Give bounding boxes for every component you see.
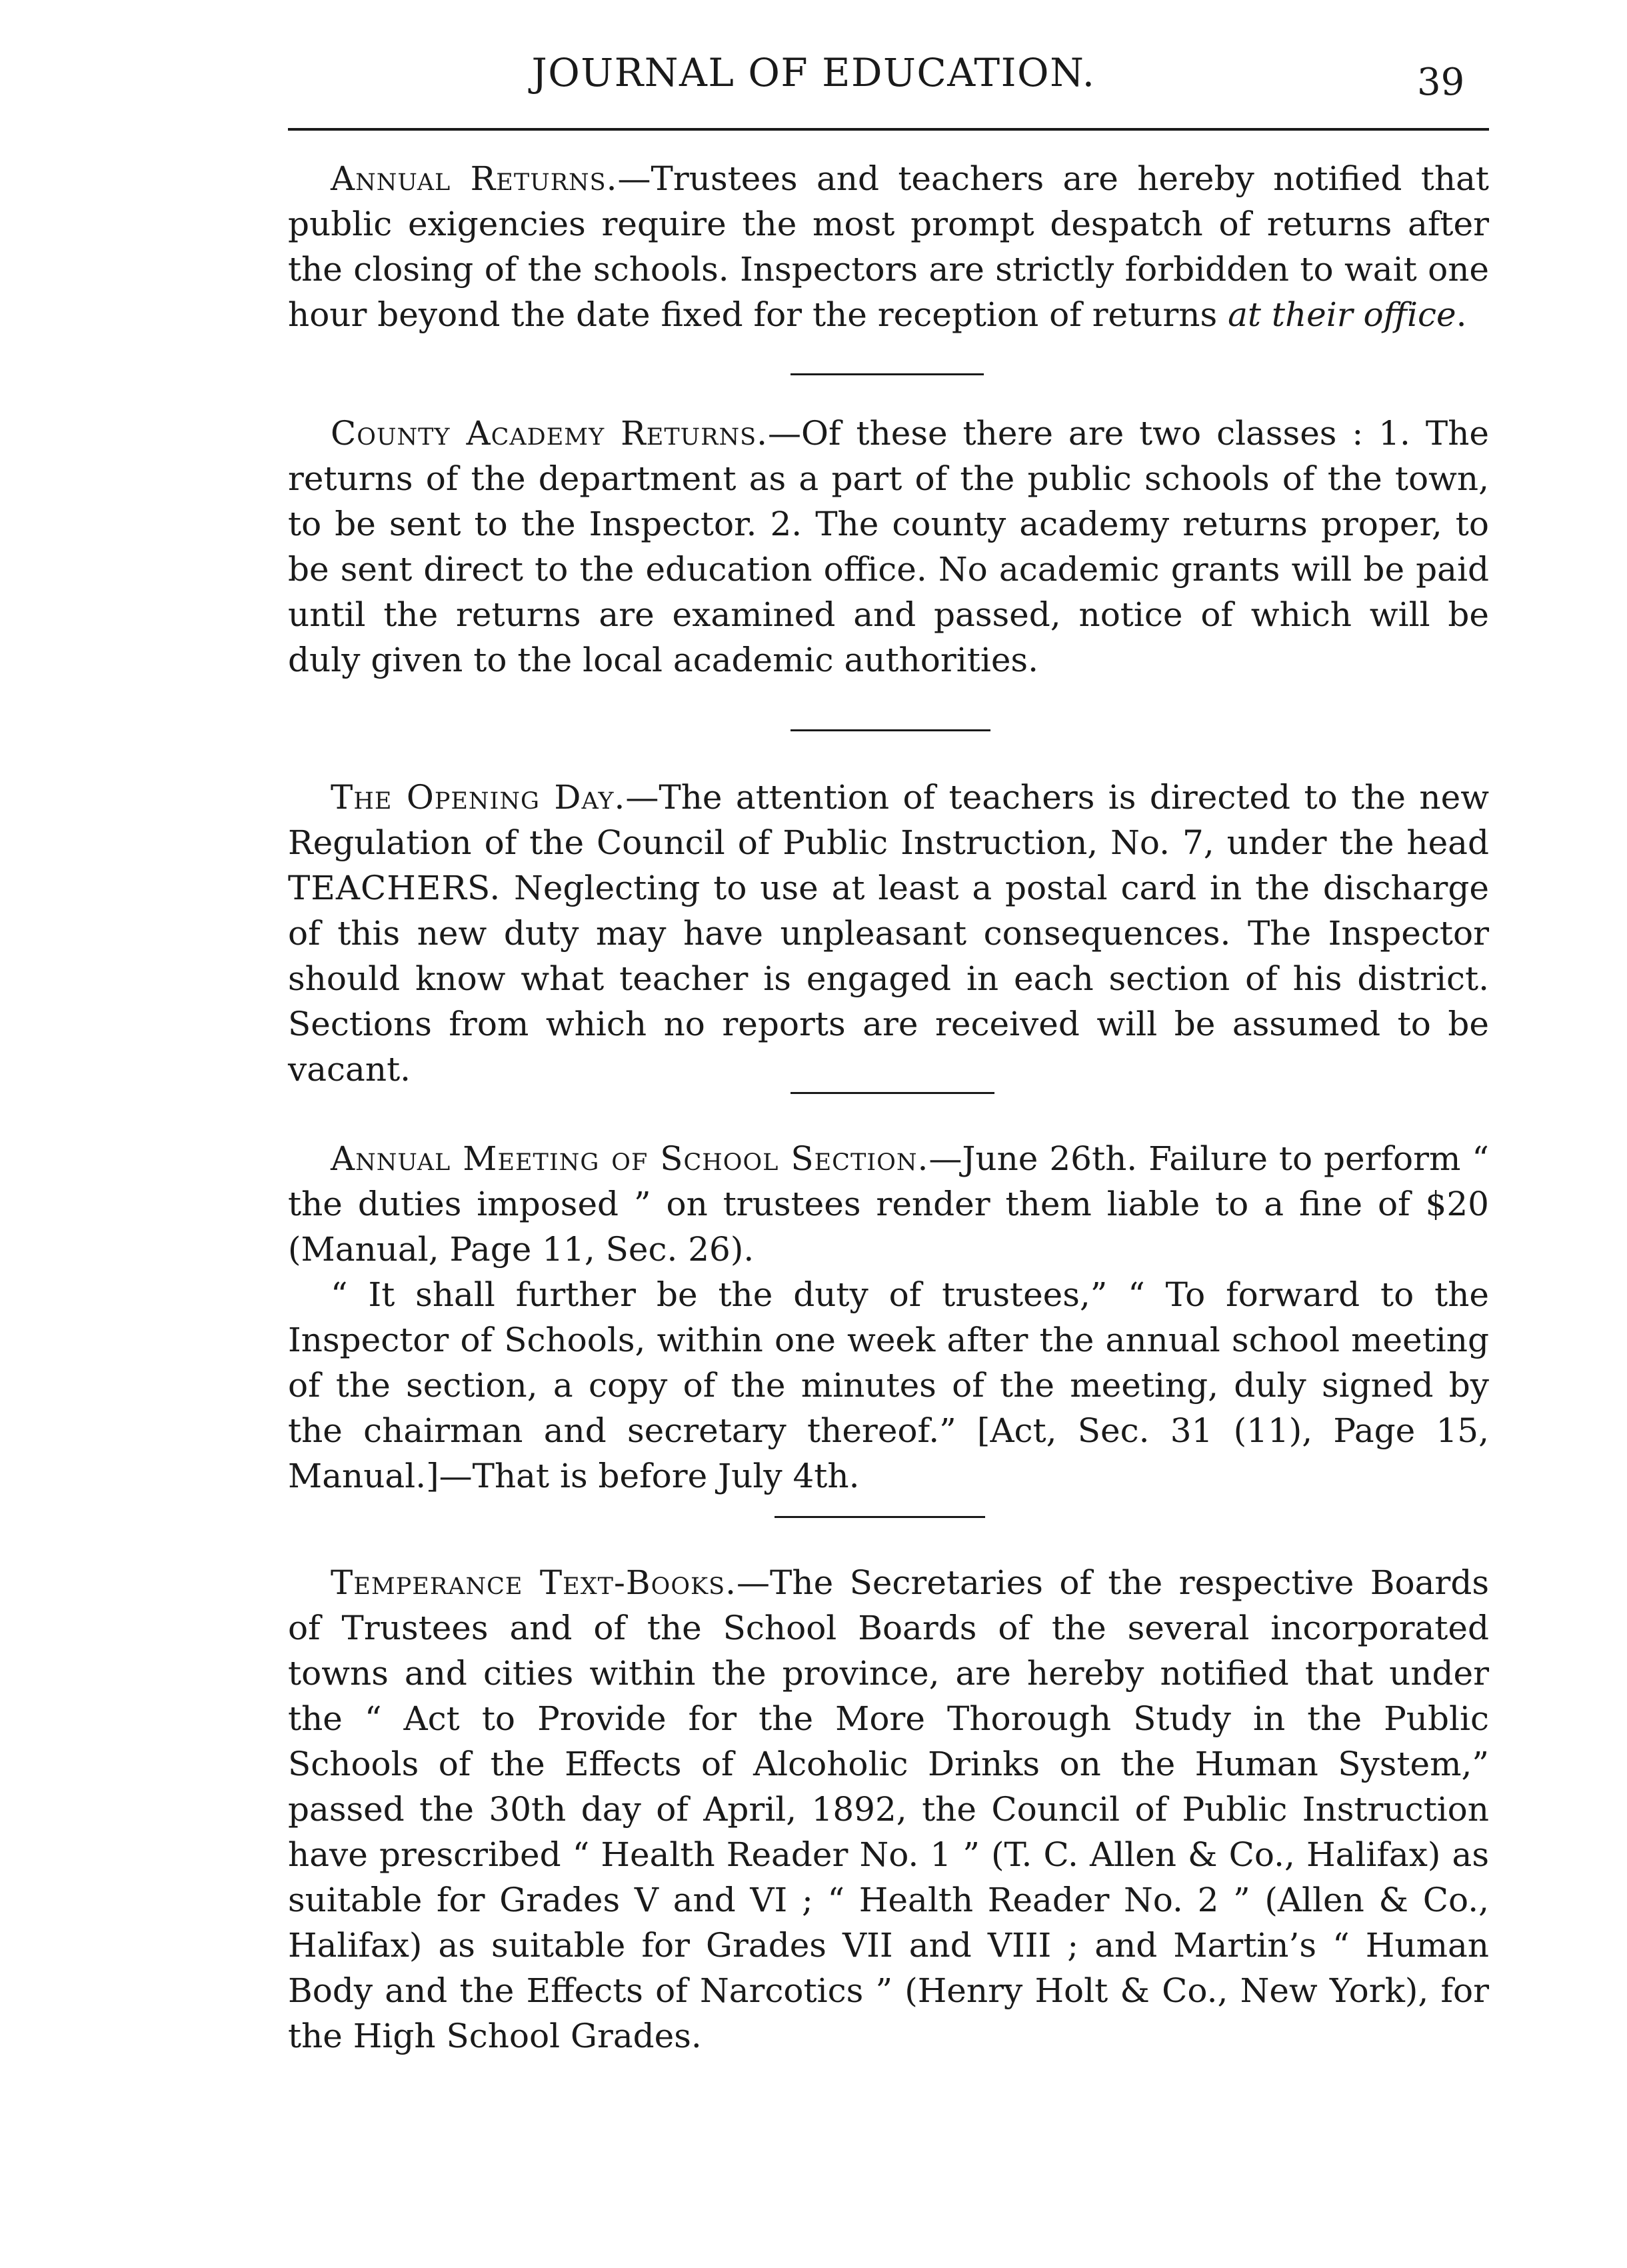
paragraph-text: —The attention of teachers is directed to the new Regulation of the Council of Public Instruction, No. 7, under the head xyxy=(288,778,1489,862)
section-county-academy-returns xyxy=(288,411,1489,683)
section-opening-day xyxy=(288,775,1489,1092)
paragraph-text: . xyxy=(1456,295,1467,334)
temperance-paragraph xyxy=(288,1560,1489,2059)
section-annual-meeting xyxy=(288,1136,1489,1499)
section-temperance-text-books xyxy=(288,1560,1489,2059)
page-number: 39 xyxy=(1417,61,1465,104)
annual-meeting-paragraph xyxy=(288,1136,1489,1272)
section-divider xyxy=(791,1092,994,1094)
section-annual-returns xyxy=(288,156,1489,337)
county-academy-paragraph xyxy=(288,411,1489,683)
section-heading: The Opening Day. xyxy=(331,778,626,817)
paragraph-text: —Trustees and teachers are hereby notified that public exigencies require the most prompt despatch of returns after the closing of the schools. Inspectors are strictly forbidden to wait one hour beyond the date fixed for the reception of returns xyxy=(288,159,1489,334)
section-heading: Annual Meeting of School Section. xyxy=(331,1139,929,1178)
annual-meeting-quote: “ It shall further be the duty of trustees,” “ To forward to the Inspector of Schools, within one week after the annual school meeting of the section, a copy of the minutes of the meeting, duly signed by the chairman and secretary thereof.” [Act, Sec. 31 (11), Page 15, Manual.]—That is before July 4th. xyxy=(288,1275,1489,1495)
header-rule xyxy=(288,128,1489,131)
section-divider xyxy=(791,373,984,375)
annual-returns-paragraph xyxy=(288,156,1489,337)
section-divider xyxy=(791,729,990,731)
caps-word: TEACHERS. xyxy=(288,869,501,907)
section-heading: Temperance Text-Books. xyxy=(331,1563,737,1602)
paragraph-text: —Of these there are two classes : 1. The returns of the department as a part of the public schools of the town, to be sent to the Inspector. 2. The county academy returns proper, to be sent direct to the education office. No academic grants will be paid until the returns are examined and passed, notice of which will be duly given to the local academic authorities. xyxy=(288,414,1489,679)
emphasis-text: at their office xyxy=(1228,295,1456,334)
section-heading: Annual Returns. xyxy=(331,159,618,198)
paragraph-text: —The Secretaries of the respective Boards of Trustees and of the School Boards of the several incorporated towns and cities within the province, are hereby notified that under the “ Act to Provide for the More Thorough Study in the Public Schools of the Effects of Alcoholic Drinks on the Human System,” passed the 30th day of April, 1892, the Council of Public Instruction have prescribed “ Health Reader No. 1 ” (T. C. Allen & Co., Halifax) as suitable for Grades V and VI ; “ Health Reader No. 2 ” (Allen & Co., Halifax) as suitable for Grades VII and VIII ; and Martin’s “ Human Body and the Effects of Narcotics ” (Henry Holt & Co., New York), for the High School Grades. xyxy=(288,1563,1489,2055)
running-header-title: JOURNAL OF EDUCATION. xyxy=(531,50,1096,95)
paragraph-text: —June 26th. Failure to perform “ the duties imposed ” on trustees render them liable to a fine of $20 (Manual, Page 11, Sec. 26). xyxy=(288,1139,1489,1269)
opening-day-paragraph xyxy=(288,775,1489,1092)
section-divider xyxy=(775,1516,985,1518)
paragraph-text: Neglecting to use at least a postal card in the discharge of this new duty may have unpleasant consequences. The Inspector should know what teacher is engaged in each section of his district. Sections from which no reports are received will be assumed to be vacant. xyxy=(288,869,1489,1089)
section-heading: County Academy Returns. xyxy=(331,414,769,453)
